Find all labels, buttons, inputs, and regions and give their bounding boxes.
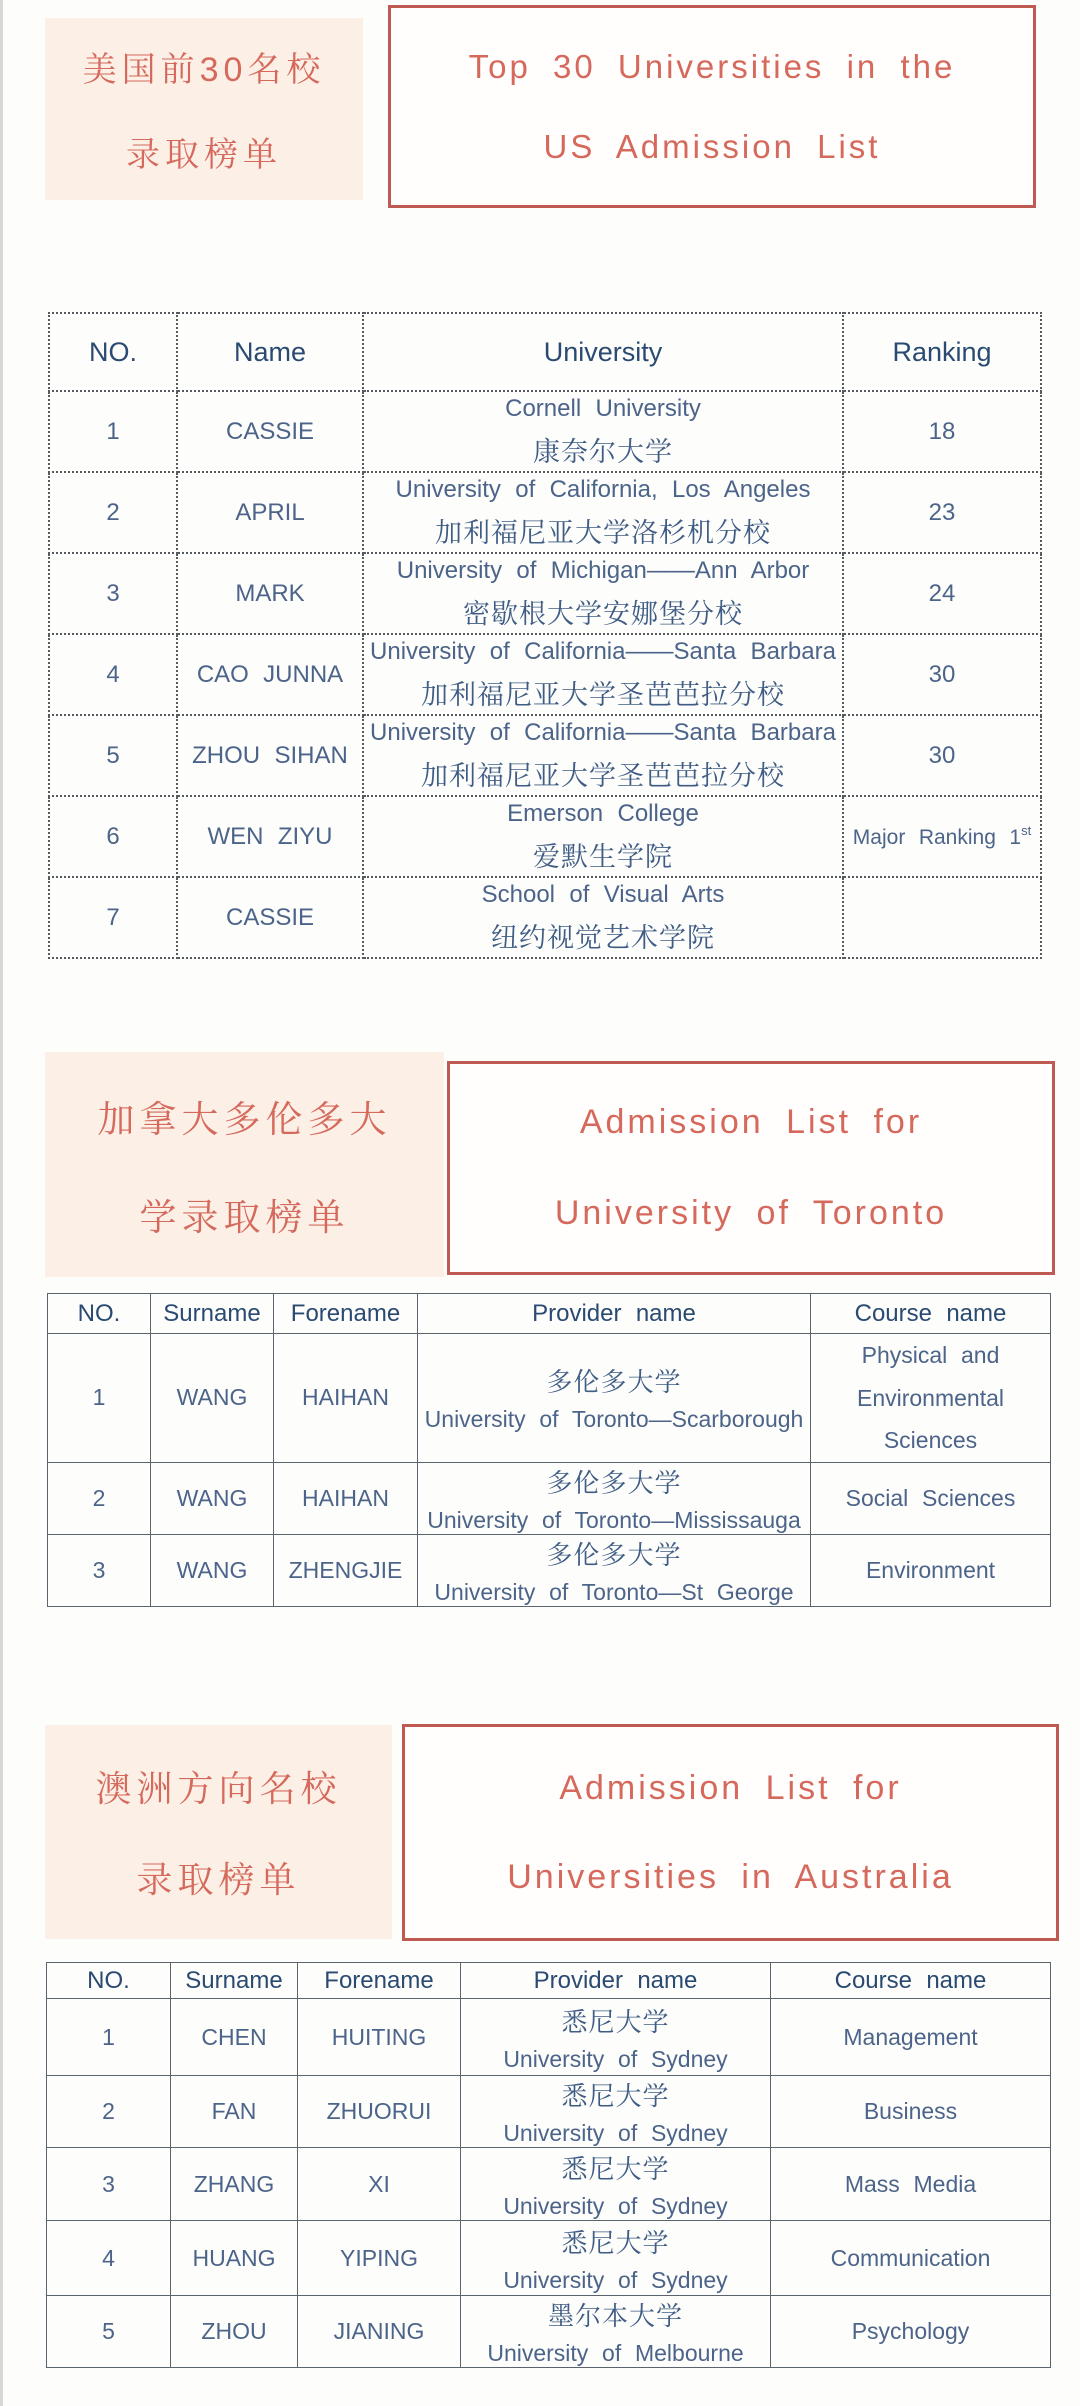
us-section-label	[45, 18, 363, 200]
cell-ranking: 30	[843, 634, 1041, 715]
table-row	[48, 1334, 1051, 1463]
cell-university	[363, 553, 843, 634]
section-title-line: Admission List for	[579, 1103, 923, 1141]
cell-ranking: 30	[843, 715, 1041, 796]
toronto-section-label	[45, 1052, 444, 1277]
cell-no: 1	[48, 1334, 151, 1463]
table-row	[49, 796, 1041, 877]
cell-course: Mass Media	[771, 2148, 1051, 2221]
provider-zh: 悉尼大学	[561, 2227, 670, 2258]
table-row	[49, 715, 1041, 796]
cell-forename: HAIHAN	[274, 1334, 418, 1463]
cell-name: ZHOU SIHAN	[177, 715, 363, 796]
table-row	[48, 1462, 1051, 1534]
table-row	[49, 634, 1041, 715]
cell-course: Environment	[811, 1534, 1051, 1606]
cell-university	[363, 715, 843, 796]
col-header-ranking: Ranking	[843, 313, 1041, 391]
col-header-no: NO.	[47, 1963, 171, 1999]
cell-provider	[461, 2076, 771, 2148]
university-en: University of California——Santa Barbara	[370, 718, 836, 746]
provider-en: University of Sydney	[503, 2192, 728, 2219]
cell-no: 1	[49, 391, 177, 472]
col-header-no: NO.	[48, 1294, 151, 1334]
university-en: University of California, Los Angeles	[395, 475, 811, 503]
cell-provider	[418, 1534, 811, 1606]
university-en: University of Michigan——Ann Arbor	[396, 556, 810, 584]
cell-university	[363, 634, 843, 715]
cell-forename: ZHUORUI	[298, 2076, 461, 2148]
cell-no: 3	[47, 2148, 171, 2221]
cell-surname: HUANG	[171, 2221, 298, 2296]
cell-name: WEN ZIYU	[177, 796, 363, 877]
cell-forename: YIPING	[298, 2221, 461, 2296]
col-header-provider: Provider name	[461, 1963, 771, 1999]
provider-zh: 多伦多大学	[546, 1367, 682, 1398]
cell-provider	[461, 1999, 771, 2076]
cell-no: 4	[49, 634, 177, 715]
toronto-admissions-table	[47, 1293, 1051, 1607]
cell-name: CASSIE	[177, 877, 363, 958]
cell-no: 5	[47, 2296, 171, 2368]
australia-admissions-table	[46, 1962, 1051, 2368]
col-header-course: Course name	[811, 1294, 1051, 1334]
university-en: Cornell University	[505, 394, 701, 422]
col-header-surname: Surname	[151, 1294, 274, 1334]
university-zh: 密歇根大学安娜堡分校	[463, 598, 743, 629]
provider-en: University of Sydney	[503, 2045, 728, 2072]
ranking-ordinal-suffix: st	[1021, 822, 1032, 838]
section-label-line: 加拿大多伦多大	[97, 1098, 392, 1140]
cell-no: 2	[47, 2076, 171, 2148]
cell-university	[363, 877, 843, 958]
provider-en: University of Sydney	[503, 2120, 728, 2146]
col-header-course: Course name	[771, 1963, 1051, 1999]
section-label-line: 学录取榜单	[139, 1196, 350, 1238]
cell-forename: ZHENGJIE	[274, 1534, 418, 1606]
col-header-provider: Provider name	[418, 1294, 811, 1334]
section-title-line: Universities in Australia	[507, 1857, 954, 1896]
cell-surname: ZHOU	[171, 2296, 298, 2368]
cell-name: CASSIE	[177, 391, 363, 472]
table-header-row	[47, 1963, 1051, 1999]
university-en: School of Visual Arts	[481, 880, 725, 908]
cell-course: Psychology	[771, 2296, 1051, 2368]
australia-section-label	[45, 1725, 392, 1939]
cell-university	[363, 796, 843, 877]
provider-zh: 多伦多大学	[546, 1539, 682, 1570]
left-edge-line	[0, 0, 3, 2406]
provider-en: University of Toronto—St George	[434, 1578, 794, 1605]
cell-course: Management	[771, 1999, 1051, 2076]
university-en: Emerson College	[507, 799, 699, 827]
us-section-title	[388, 5, 1036, 208]
table-header-row	[49, 313, 1041, 391]
university-zh: 纽约视觉艺术学院	[491, 922, 715, 953]
cell-no: 3	[48, 1534, 151, 1606]
cell-name: CAO JUNNA	[177, 634, 363, 715]
university-en: University of California——Santa Barbara	[370, 637, 836, 665]
university-zh: 爱默生学院	[533, 841, 673, 872]
cell-no: 4	[47, 2221, 171, 2296]
table-header-row	[48, 1294, 1051, 1334]
provider-zh: 悉尼大学	[561, 2153, 670, 2184]
section-label-line: 录取榜单	[126, 136, 282, 174]
university-zh: 加利福尼亚大学圣芭芭拉分校	[421, 679, 785, 710]
cell-no: 5	[49, 715, 177, 796]
university-zh: 加利福尼亚大学洛杉机分校	[435, 517, 771, 548]
cell-no: 3	[49, 553, 177, 634]
cell-surname: CHEN	[171, 1999, 298, 2076]
cell-no: 6	[49, 796, 177, 877]
cell-ranking: 24	[843, 553, 1041, 634]
section-title-line: University of Toronto	[554, 1194, 948, 1232]
cell-provider	[418, 1334, 811, 1463]
section-title-line: US Admission List	[543, 127, 881, 165]
ranking-text: Major Ranking 1	[852, 825, 1022, 849]
cell-course: Business	[771, 2076, 1051, 2148]
us-admissions-table	[48, 312, 1042, 959]
cell-provider	[418, 1462, 811, 1534]
cell-surname: WANG	[151, 1462, 274, 1534]
cell-surname: FAN	[171, 2076, 298, 2148]
section-title-line: Top 30 Universities in the	[468, 47, 956, 85]
provider-en: University of Toronto—Mississauga	[427, 1506, 801, 1533]
col-header-no: NO.	[49, 313, 177, 391]
cell-surname: ZHANG	[171, 2148, 298, 2221]
cell-ranking	[843, 877, 1041, 958]
cell-forename: HAIHAN	[274, 1462, 418, 1534]
cell-university	[363, 472, 843, 553]
cell-no: 7	[49, 877, 177, 958]
provider-en: University of Melbourne	[487, 2340, 744, 2366]
cell-course: Physical and Environmental Sciences	[811, 1334, 1051, 1463]
university-zh: 加利福尼亚大学圣芭芭拉分校	[421, 760, 785, 791]
section-label-line: 澳洲方向名校	[95, 1768, 342, 1809]
cell-university	[363, 391, 843, 472]
table-row	[49, 472, 1041, 553]
provider-zh: 悉尼大学	[561, 2006, 670, 2037]
cell-provider	[461, 2221, 771, 2296]
table-row	[47, 2076, 1051, 2148]
cell-ranking: 23	[843, 472, 1041, 553]
cell-forename: JIANING	[298, 2296, 461, 2368]
cell-provider	[461, 2296, 771, 2368]
col-header-forename: Forename	[298, 1963, 461, 1999]
table-row	[47, 2221, 1051, 2296]
table-row	[49, 877, 1041, 958]
cell-name: APRIL	[177, 472, 363, 553]
provider-en: University of Toronto—Scarborough	[424, 1406, 804, 1433]
cell-surname: WANG	[151, 1534, 274, 1606]
cell-ranking: 18	[843, 391, 1041, 472]
provider-zh: 墨尔本大学	[547, 2301, 683, 2331]
cell-no: 1	[47, 1999, 171, 2076]
provider-zh: 悉尼大学	[561, 2081, 670, 2111]
section-title-line: Admission List for	[559, 1768, 902, 1807]
cell-name: MARK	[177, 553, 363, 634]
table-row	[47, 1999, 1051, 2076]
table-row	[49, 391, 1041, 472]
table-row	[48, 1534, 1051, 1606]
cell-course: Communication	[771, 2221, 1051, 2296]
cell-no: 2	[48, 1462, 151, 1534]
section-label-line: 录取榜单	[136, 1859, 301, 1900]
cell-forename: XI	[298, 2148, 461, 2221]
cell-no: 2	[49, 472, 177, 553]
university-zh: 康奈尔大学	[533, 436, 673, 467]
australia-section-title	[402, 1724, 1059, 1941]
table-row	[49, 553, 1041, 634]
col-header-university: University	[363, 313, 843, 391]
table-row	[47, 2148, 1051, 2221]
provider-zh: 多伦多大学	[546, 1467, 682, 1498]
col-header-surname: Surname	[171, 1963, 298, 1999]
section-label-line: 美国前30名校	[82, 51, 326, 89]
table-row	[47, 2296, 1051, 2368]
col-header-forename: Forename	[274, 1294, 418, 1334]
provider-en: University of Sydney	[503, 2266, 728, 2293]
toronto-section-title	[447, 1061, 1055, 1275]
col-header-name: Name	[177, 313, 363, 391]
cell-course: Social Sciences	[811, 1462, 1051, 1534]
cell-provider	[461, 2148, 771, 2221]
cell-forename: HUITING	[298, 1999, 461, 2076]
cell-ranking	[843, 796, 1041, 877]
cell-surname: WANG	[151, 1334, 274, 1463]
